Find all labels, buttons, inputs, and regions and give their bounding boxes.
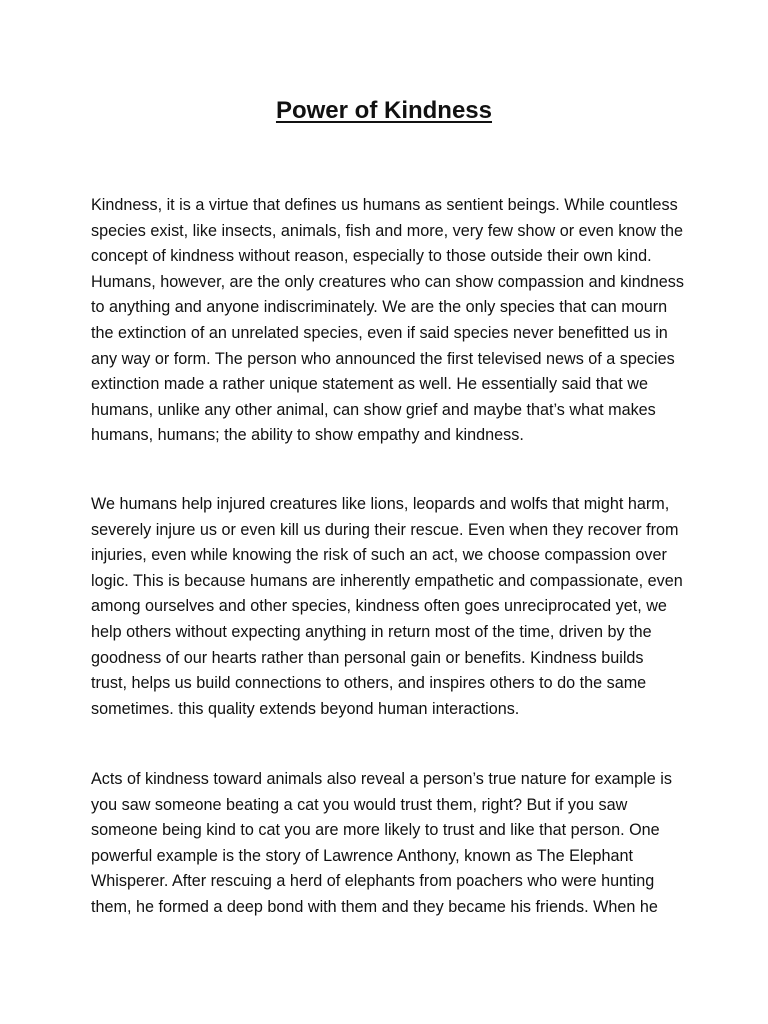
text-line: injuries, even while knowing the risk of such an act, we choose compassion over bbox=[91, 546, 667, 565]
text-line: among ourselves and other species, kindness often goes unreciprocated yet, we bbox=[91, 597, 667, 616]
text-line: any way or form. The person who announced the first televised news of a species bbox=[91, 349, 675, 368]
text-line: Kindness, it is a virtue that defines us humans as sentient beings. While countless bbox=[91, 196, 678, 214]
text-line: goodness of our hearts rather than personal gain or benefits. Kindness builds bbox=[91, 648, 644, 667]
paragraph-3 bbox=[91, 767, 681, 921]
text-line: humans, humans; the ability to show empathy and kindness. bbox=[91, 426, 524, 445]
text-line: sometimes. this quality extends beyond human interactions. bbox=[91, 699, 520, 718]
text-line: We humans help injured creatures like lions, leopards and wolfs that might harm, bbox=[91, 495, 670, 513]
text-line: humans, unlike any other animal, can show grief and maybe that’s what makes bbox=[91, 400, 656, 419]
text-line: Whisperer. After rescuing a herd of elephants from poachers who were hunting bbox=[91, 872, 655, 891]
text-line: to anything and anyone indiscriminately. We are the only species that can mourn bbox=[91, 298, 668, 317]
text-line: species exist, like insects, animals, fish and more, very few show or even know the bbox=[91, 221, 683, 240]
paragraph-2 bbox=[91, 492, 681, 722]
text-line: Humans, however, are the only creatures who can show compassion and kindness bbox=[91, 272, 684, 291]
text-line: concept of kindness without reason, especially to those outside their own kind. bbox=[91, 247, 652, 266]
text-line: extinction made a rather unique statement as well. He essentially said that we bbox=[91, 375, 648, 394]
page-title: Power of Kindness bbox=[275, 97, 493, 124]
text-line: someone being kind to cat you are more likely to trust and like that person. One bbox=[91, 821, 660, 840]
text-line: the extinction of an unrelated species, even if said species never benefitted us in bbox=[91, 323, 668, 342]
text-line: Acts of kindness toward animals also reveal a person’s true nature for example is bbox=[91, 770, 672, 788]
text-line: logic. This is because humans are inherently empathetic and compassionate, even bbox=[91, 571, 683, 590]
text-line: severely injure us or even kill us during their rescue. Even when they recover from bbox=[91, 520, 679, 539]
text-line: help others without expecting anything in return most of the time, driven by the bbox=[91, 622, 652, 641]
text-line: trust, helps us build connections to others, and inspires others to do the same bbox=[91, 674, 647, 693]
text-line: you saw someone beating a cat you would trust them, right? But if you saw bbox=[91, 795, 628, 814]
text-line: them, he formed a deep bond with them and they became his friends. When he bbox=[91, 897, 658, 916]
paragraph-1 bbox=[91, 193, 684, 449]
text-line: powerful example is the story of Lawrence Anthony, known as The Elephant bbox=[91, 846, 633, 865]
